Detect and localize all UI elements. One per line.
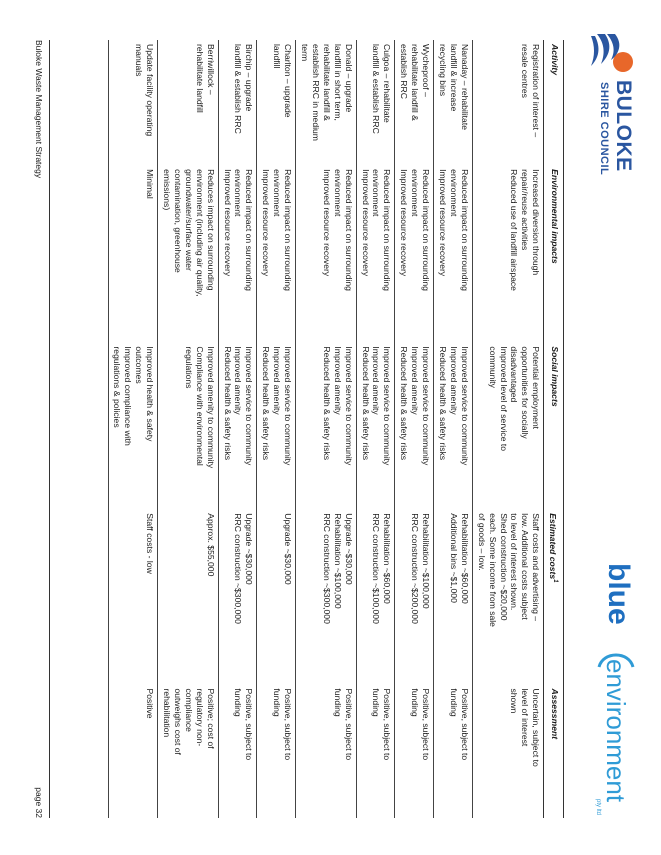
cell-line: shown <box>509 688 520 714</box>
cell-environmental <box>296 165 357 342</box>
cell-line: funding <box>272 688 283 717</box>
cell-social <box>108 342 158 509</box>
cell-line: funding <box>371 688 382 717</box>
cell-line: Reduced impact on surrounding <box>421 169 432 291</box>
cell-line: environment (including air quality, <box>194 169 205 297</box>
cell-line: Approx. $55,000 <box>205 513 216 577</box>
cell-line: each. Some income from sale <box>487 513 498 627</box>
table-row <box>395 40 434 818</box>
cell-assessment <box>434 684 473 818</box>
cell-line: Improved amenity to community <box>205 346 216 469</box>
cell-line: Improved resource recovery <box>261 169 272 277</box>
table-row <box>218 40 257 818</box>
footer-page-number: page 32 <box>34 787 44 818</box>
cell-line: Improved service to community <box>283 346 294 466</box>
cell-environmental <box>257 165 296 342</box>
cell-line: Uncertain, subject to <box>531 688 542 767</box>
cell-line: environment <box>410 169 421 217</box>
cell-line: Reduced use of landfill airspace <box>509 169 520 291</box>
cell-activity <box>296 40 357 165</box>
cell-line: environment <box>272 169 283 217</box>
cell-line: Shed construction ~$20,000 <box>498 513 509 621</box>
cell-line: Improved service to community <box>244 346 255 466</box>
cell-assessment <box>108 684 158 818</box>
cell-line: rehabilitation <box>162 688 173 738</box>
cell-line: Update facility operating <box>145 44 156 137</box>
cell-line: Wycheproof – <box>421 44 432 97</box>
col-header-costs-label: Estimated costs <box>548 513 559 580</box>
footer-document-title: Buloke Waste Management Strategy <box>34 40 44 179</box>
cell-environmental <box>356 165 395 342</box>
cell-line: compliance <box>183 688 194 732</box>
blue-logo-word: blue <box>602 563 635 625</box>
cell-line: Positive, subject to <box>459 688 470 761</box>
cell-line: Improved resource recovery <box>360 169 371 277</box>
cell-line: Improved amenity <box>332 346 343 415</box>
cell-line: resale centres <box>520 44 531 98</box>
table-header-row <box>544 40 564 818</box>
cell-line: Upgrade ~$30,000 <box>283 513 294 585</box>
cell-line: establish RRC in medium <box>310 44 321 141</box>
cell-social <box>356 342 395 509</box>
cell-line: disadvantaged <box>509 346 520 403</box>
cell-line: environment <box>233 169 244 217</box>
cell-line: landfill & establish RRC <box>233 44 244 134</box>
cell-line: Culgoa – rehabilitate <box>382 44 393 123</box>
cell-social <box>434 342 473 509</box>
cell-line: Improved service to community <box>343 346 354 466</box>
cell-line: landfill in short term, <box>332 44 343 121</box>
cell-line: Improved compliance with <box>123 346 134 446</box>
cell-line: groundwater/surface water <box>183 169 194 271</box>
cell-activity <box>356 40 395 165</box>
cell-line: Improved service to community <box>421 346 432 466</box>
cell-line: emissions) <box>162 169 173 211</box>
cell-assessment <box>395 684 434 818</box>
blue-environment-logo <box>589 563 639 823</box>
cell-line: Reduces impact on surrounding <box>205 169 216 291</box>
cell-line: community <box>487 346 498 388</box>
cell-line: Reduced impact on surrounding <box>382 169 393 291</box>
cell-line: regulations & policies <box>112 346 123 428</box>
cell-line: landfill & increase <box>448 44 459 112</box>
cell-line: RRC construction ~$200,000 <box>410 513 421 624</box>
cell-environmental <box>158 165 219 342</box>
cell-line: Nanaday – rehabilitate <box>459 44 470 130</box>
cell-line: Reduced health & safety risks <box>437 346 448 461</box>
cell-activity <box>395 40 434 165</box>
cell-line: manuals <box>134 44 145 77</box>
cell-line: environment <box>448 169 459 217</box>
cell-line: Rehabilitation ~$60,000 <box>382 513 393 604</box>
cell-line: Improved amenity <box>272 346 283 415</box>
cell-line: rehabilitate landfill & <box>410 44 421 121</box>
cell-line: Positive, subject to <box>382 688 393 761</box>
cell-line: Improved amenity <box>371 346 382 415</box>
cell-activity <box>434 40 473 165</box>
table-row <box>257 40 296 818</box>
cell-line: Additional bins ~$1,000 <box>448 513 459 603</box>
table-row <box>356 40 395 818</box>
cell-line: regulatory non- <box>194 688 205 747</box>
cell-line: Minimal <box>145 169 156 199</box>
cell-line: Reduced health & safety risks <box>261 346 272 461</box>
cell-assessment <box>218 684 257 818</box>
cell-social <box>296 342 357 509</box>
col-header-activity: Activity <box>544 40 564 165</box>
cell-social <box>158 342 219 509</box>
cell-line: Berriwillock – <box>205 44 216 95</box>
col-header-social: Social impacts <box>544 342 564 509</box>
cell-social <box>218 342 257 509</box>
cell-line: Donald – upgrade <box>343 44 354 113</box>
cell-line: Rehabilitation ~$100,000 <box>421 513 432 609</box>
cell-social <box>395 342 434 509</box>
table-row <box>472 40 543 818</box>
cell-activity <box>108 40 158 165</box>
cell-line: Improved amenity <box>410 346 421 415</box>
cell-costs <box>356 509 395 684</box>
cell-line: opportunities for socially <box>520 346 531 439</box>
cell-line: Reduced health & safety risks <box>321 346 332 461</box>
cell-line: Reduced impact on surrounding <box>459 169 470 291</box>
cell-line: contamination, greenhouse <box>172 169 183 273</box>
cell-line: Reduced impact on surrounding <box>343 169 354 291</box>
cell-activity <box>257 40 296 165</box>
cell-assessment <box>472 684 543 818</box>
cell-line: Upgrade ~$30,000 <box>343 513 354 585</box>
cell-line: establish RRC <box>399 44 410 99</box>
cell-line: Positive, subject to <box>343 688 354 761</box>
table-row <box>296 40 357 818</box>
cell-line: low. Additional costs subject <box>520 513 531 620</box>
col-header-environmental: Environmental impacts <box>544 165 564 342</box>
cell-line: Reduced health & safety risks <box>399 346 410 461</box>
cell-line: Improved service to community <box>382 346 393 466</box>
cell-line: Improved resource recovery <box>437 169 448 277</box>
cell-line: funding <box>448 688 459 717</box>
cell-assessment <box>296 684 357 818</box>
cell-line: of goods – low. <box>476 513 487 571</box>
cell-costs <box>296 509 357 684</box>
cell-line: RRC construction ~$300,000 <box>321 513 332 624</box>
cell-line: to level of interest shown. <box>509 513 520 611</box>
cell-line: rehabilitate landfill & <box>321 44 332 121</box>
table-row <box>434 40 473 818</box>
cell-line: Positive, subject to <box>283 688 294 761</box>
col-header-costs <box>544 509 564 684</box>
cell-line: RRC construction ~$300,000 <box>233 513 244 624</box>
pty-ltd-label: pty ltd <box>595 799 601 816</box>
cell-costs <box>108 509 158 684</box>
cell-costs <box>434 509 473 684</box>
cell-costs <box>218 509 257 684</box>
table-row <box>108 40 158 818</box>
cell-costs <box>158 509 219 684</box>
cell-assessment <box>158 684 219 818</box>
cell-line: Positive; cost of <box>205 688 216 749</box>
cell-line: Reduced impact on surrounding <box>244 169 255 291</box>
cell-line: recycling bins <box>437 44 448 97</box>
cell-activity <box>158 40 219 165</box>
cell-activity <box>218 40 257 165</box>
cell-line: Positive, subject to <box>421 688 432 761</box>
cell-line: Upgrade ~$30,000 <box>244 513 255 585</box>
cell-line: Improved service to community <box>459 346 470 466</box>
cell-environmental <box>434 165 473 342</box>
cell-assessment <box>257 684 296 818</box>
cell-line: funding <box>332 688 343 717</box>
cell-line: Reduced health & safety risks <box>360 346 371 461</box>
cell-line: Improved resource recovery <box>399 169 410 277</box>
cell-costs <box>395 509 434 684</box>
cell-line: Increased diversion through <box>531 169 542 276</box>
cell-line: Birchip – upgrade <box>244 44 255 112</box>
options-assessment-table <box>108 40 564 818</box>
cell-line: funding <box>233 688 244 717</box>
cell-line: Reduced health & safety risks <box>222 346 233 461</box>
cell-social <box>472 342 543 509</box>
table-row <box>158 40 219 818</box>
costs-footnote-marker: 1 <box>552 579 558 583</box>
cell-environmental <box>108 165 158 342</box>
cell-line: Improved amenity <box>233 346 244 415</box>
cell-costs <box>257 509 296 684</box>
cell-line: repair/reuse activities <box>520 169 531 251</box>
cell-line: Improved level of service to <box>498 346 509 452</box>
cell-line: environment <box>332 169 343 217</box>
cell-line: Compliance with environmental <box>194 346 205 466</box>
cell-line: Rehabilitation ~$100,000 <box>332 513 343 609</box>
environment-logo-word: environment <box>601 659 631 803</box>
cell-environmental <box>218 165 257 342</box>
buloke-wave-icon <box>589 30 637 78</box>
cell-line: Improved resource recovery <box>222 169 233 277</box>
cell-line: outweighs cost of <box>172 688 183 755</box>
footer-divider <box>49 40 50 818</box>
cell-line: environment <box>371 169 382 217</box>
cell-environmental <box>472 165 543 342</box>
cell-line: Rehabilitation ~$60,000 <box>459 513 470 604</box>
buloke-shire-logo <box>581 30 641 180</box>
cell-line: term <box>300 44 311 62</box>
cell-social <box>257 342 296 509</box>
cell-line: Staff costs and advertising – <box>531 513 542 622</box>
cell-line: funding <box>410 688 421 717</box>
buloke-logo-subtitle: SHIRE COUNCIL <box>598 82 610 176</box>
cell-line: Reduced impact on surrounding <box>283 169 294 291</box>
cell-costs <box>472 509 543 684</box>
cell-line: landfill <box>272 44 283 69</box>
buloke-logo-title: BULOKE <box>612 80 635 172</box>
cell-line: Staff costs - low <box>145 513 156 574</box>
cell-line: Improved resource recovery <box>321 169 332 277</box>
cell-line: Improved amenity <box>448 346 459 415</box>
cell-line: Positive <box>145 688 156 719</box>
cell-environmental <box>395 165 434 342</box>
cell-line: Charlton – upgrade <box>283 44 294 118</box>
cell-line: Improved health & safety <box>145 346 156 442</box>
cell-line: Positive, subject to <box>244 688 255 761</box>
cell-activity <box>472 40 543 165</box>
cell-assessment <box>356 684 395 818</box>
cell-line: Potential employment <box>531 346 542 430</box>
cell-line: landfill & establish RRC <box>371 44 382 134</box>
cell-line: RRC construction ~$100,000 <box>371 513 382 624</box>
cell-line: Registration of interest – <box>531 44 542 138</box>
cell-line: level of interest <box>520 688 531 747</box>
cell-line: rehabilitate landfill <box>194 44 205 113</box>
cell-line: outcomes <box>134 346 145 384</box>
cell-line: regulations <box>183 346 194 389</box>
col-header-assessment: Assessment <box>544 684 564 818</box>
table-body <box>108 40 544 818</box>
